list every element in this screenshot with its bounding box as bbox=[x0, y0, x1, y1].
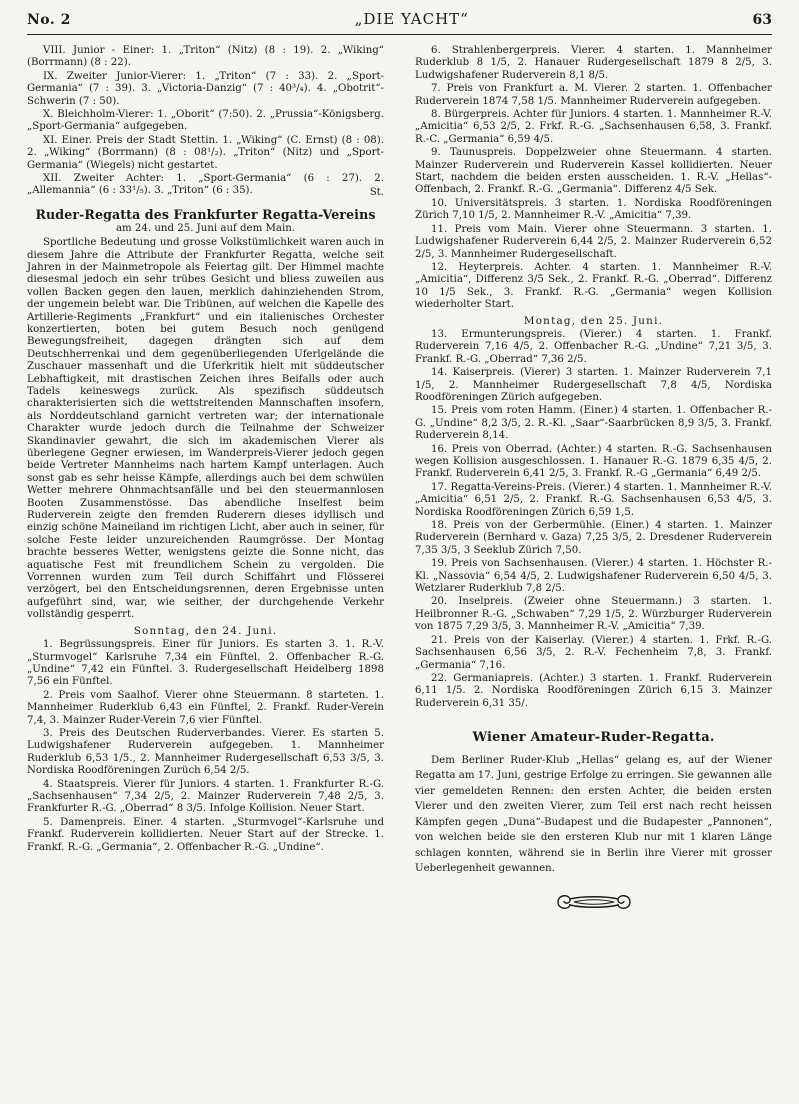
race-result: 9. Taunuspreis. Doppelzweier ohne Steuermann. 4 starten. Mainzer Ruderverein und Ruderverein Kassel kollidierten. Neuer Start, nachdem die beiden ersten ausscheiden. 1. R.-V. „Hellas“-Offenbach, 2. Frankf. R.-G. „Germania“. Differenz 4/5 Sek. bbox=[415, 147, 772, 196]
race-result: 20. Inselpreis. (Zweier ohne Steuermann.) 3 starten. 1. Heilbronner R.-G. „Schwaben“ 7,29 1/5, 2. Würzburger Ruderverein von 1875 7,29 3/5, 3. Mannheimer R.-V. „Amicitia“ 7,39. bbox=[415, 596, 772, 633]
race-result: 17. Regatta-Vereins-Preis. (Vierer.) 4 starten. 1. Mannheimer R.-V. „Amicitia“ 6,51 2/5, 2. Frankf. R.-G. Sachsenhausen 6,53 4/5, 3. Nordiska Roodföreningen Zürich 6,59 1,5. bbox=[415, 481, 772, 518]
race-result: 12. Heyterpreis. Achter. 4 starten. 1. Mannheimer R.-V. „Amicitia“, Differenz 3/5 Sek., 2. Frankf. R.-G. „Oberrad“. Differenz 10 1/5 Sek., 3. Frankf. R.-G. „Germania“ wegen Kollision wiederholter Start. bbox=[415, 261, 772, 311]
scroll-ornament-icon bbox=[415, 891, 772, 917]
author-signature: St. bbox=[369, 186, 384, 198]
columns bbox=[27, 45, 772, 917]
race-result: 1. Begrüssungspreis. Einer für Juniors. Es starten 3. 1. R.-V. „Sturmvogel“ Karlsruhe 7,34 ein Fünftel. 2. Offenbacher R.-G. „Undine“ 7,42 ein Fünftel. 3. Rudergesellschaft Heidelberg 1898 7,56 ein Fünftel. bbox=[27, 639, 384, 688]
wien-heading: Wiener Amateur-Ruder-Regatta. bbox=[472, 730, 715, 746]
race-result: 14. Kaiserpreis. (Vierer) 3 starten. 1. Mainzer Ruderverein 7,1 1/5, 2. Mannheimer Rudergesellschaft 7,8 4/5, Nordiska Roodföreningen Zürich aufgegeben. bbox=[415, 367, 772, 403]
race-result: 11. Preis vom Main. Vierer ohne Steuermann. 3 starten. 1. Ludwigshafener Ruderverein 6,44 2/5, 2. Mainzer Ruderverein 6,52 2/5, 3. Mannheimer Rudergesellschaft. bbox=[415, 223, 772, 260]
race-result: 16. Preis von Oberrad. (Achter.) 4 starten. R.-G. Sachsenhausen wegen Kollision ausgeschlossen. 1. Hanauer R.-G. 1879 6,35 4/5, 2. Frankf. Ruderverein 6,41 2/5, 3. Frankf. R.-G „Germania“ 6,49 2/5. bbox=[415, 443, 772, 480]
stettin-results bbox=[27, 45, 384, 199]
issue-number: No. 2 bbox=[27, 12, 71, 28]
page-number: 63 bbox=[752, 12, 772, 28]
race-result: 22. Germaniapreis. (Achter.) 3 starten. 1. Frankf. Ruderverein 6,11 1/5. 2. Nordiska Roodföreningen Zürich 6,15 3. Mainzer Ruderverein 6,31 35/. bbox=[415, 672, 772, 709]
journal-title: „DIE YACHT“ bbox=[354, 10, 469, 28]
wien-section bbox=[415, 732, 772, 876]
race-result: 18. Preis von der Gerbermühle. (Einer.) 4 starten. 1. Mainzer Ruderverein (Bernhard v. Gaza) 7,25 3/5, 2. Dresdener Ruderverein 7,35 3/5, 3 Seeklub Zürich 7,50. bbox=[415, 520, 772, 556]
wien-body: Dem Berliner Ruder-Klub „Hellas“ gelang es, auf der Wiener Regatta am 17. Juni, gestrige Erfolge zu erringen. Sie gewannen alle vier gemeldeten Rennen: den ersten Achter, die beiden ersten Vierer und den zweiten Vierer, zum Teil erst nach recht heissen Kämpfen gegen „Duna“-Budapest und die Budapester „Pannonen“, von welchen beide sie den ersteren Klub nur mit 1 klaren Länge schlagen konnten, während sie in Berlin ihre Vierer mit grosser Ueberlegenheit gewannen. bbox=[415, 754, 772, 875]
frankfurt-subheading: am 24. und 25. Juni auf dem Main. bbox=[115, 222, 296, 234]
left-column bbox=[27, 45, 384, 917]
race-result: 6. Strahlenbergerpreis. Vierer. 4 starten. 1. Mannheimer Ruderklub 8 1/5, 2. Hanauer Rudergesellschaft 1879 8 2/5, 3. Ludwigshafener Ruderverein 8,1 8/5. bbox=[415, 45, 772, 81]
race-result: 8. Bürgerpreis. Achter für Juniors. 4 starten. 1. Mannheimer R.-V. „Amicitia“ 6,53 2/5, 2. Frkf. R.-G. „Sachsenhausen 6,58, 3. Frankf. R.-C. „Germania“ 6,59 4/5. bbox=[415, 109, 772, 145]
page-header bbox=[27, 10, 772, 34]
race-result: 19. Preis von Sachsenhausen. (Vierer.) 4 starten. 1. Höchster R.-Kl. „Nassovia“ 6,54 4/5, 2. Ludwigshafener Ruderverein 6,50 4/5, 3. Wetzlarer Ruderklub 7,8 2/5. bbox=[415, 558, 772, 595]
race-result: 10. Universitätspreis. 3 starten. 1. Nordiska Roodföreningen Zürich 7,10 1/5, 2. Mannheimer R.-V. „Amicitia“ 7,39. bbox=[415, 197, 772, 222]
header-rule bbox=[27, 34, 772, 35]
right-column bbox=[415, 45, 772, 917]
race-result: 21. Preis von der Kaiserlay. (Vierer.) 4 starten. 1. Frkf. R.-G. Sachsenhausen 6,56 3/5, 2. R.-V. Fechenheim 7,8, 3. Frankf. „Germania“ 7,16. bbox=[415, 634, 772, 671]
day-heading-sunday: Sonntag, den 24. Juni. bbox=[133, 624, 278, 637]
race-result: 15. Preis vom roten Hamm. (Einer.) 4 starten. 1. Offenbacher R.-G. „Undine“ 8,2 3/5, 2. R.-Kl. „Saar“-Saarbrücken 8,9 3/5, 3. Frankf. Ruderverein 8,14. bbox=[415, 405, 772, 442]
frankfurt-heading: Ruder-Regatta des Frankfurter Regatta-Vereins bbox=[35, 207, 376, 223]
race-result: 13. Ermunterungspreis. (Vierer.) 4 starten. 1. Frankf. Ruderverein 7,16 4/5, 2. Offenbacher R.-G. „Undine“ 7,21 3/5, 3. Frankf. R.-G. „Oberrad“ 7,36 2/5. bbox=[415, 328, 772, 365]
race-result: 2. Preis vom Saalhof. Vierer ohne Steuermann. 8 starteten. 1. Mannheimer Ruderklub 6,43 ein Fünftel, 2. Frankf. Ruder-Verein 7,4, 3. Mainzer Ruder-Verein 7,6 vier Fünftel. bbox=[27, 689, 384, 726]
day-heading-monday: Montag, den 25. Juni. bbox=[523, 314, 664, 327]
race-result: 3. Preis des Deutschen Ruderverbandes. Vierer. Es starten 5. Ludwigshafener Ruderverein aufgegeben. 1. Mannheimer Ruderklub 6,53 1/5., 2. Mannheimer Rudergesellschaft 6,53 3/5, 3. Nordiska Roodföreningen Zurüch 6,54 2/5. bbox=[27, 727, 384, 777]
race-result: 5. Damenpreis. Einer. 4 starten. „Sturmvogel“-Karlsruhe und Frankf. Ruderverein kollidierten. Neuer Start auf der Strecke. 1. Frankf. R.-G. „Germania“, 2. Offenbacher R.-G. „Undine“. bbox=[27, 816, 384, 853]
result-paragraph: XI. Einer. Preis der Stadt Stettin. 1. „Wiking“ (C. Ernst) (8 : 08). 2. „Wiking“ (Borrmann) (8 : 08¹/₂). „Triton“ (Nitz) und „Sport-Germania“ (Wiegels) nicht gestartet. bbox=[27, 134, 384, 171]
result-paragraph: VIII. Junior - Einer: 1. „Triton“ (Nitz) (8 : 19). 2. „Wiking“ (Borrmann) (8 : 22). bbox=[27, 45, 384, 69]
result-paragraph: XII. Zweiter Achter: 1. „Sport-Germania“ (6 : 27). 2. „Allemannia“ (6 : 33¹/₅). 3. „Triton“ (6 : 35). bbox=[27, 173, 384, 197]
frankfurt-intro: Sportliche Bedeutung und grosse Volkstümlichkeit waren auch in diesem Jahre die Attribute der Frankfurter Regatta, welche seit Jahren in der Mainmetropole als Feiertag gilt. Der Himmel machte diesesmal jedoch ein sehr trübes Gesicht und bliess zuweilen aus vollen Backen gegen den lauen, merklich dahinziehenden Strom, der ungemein belebt war. Die Tribünen, auf welchen die Kapelle des Artillerie-Regiments „Frankfurt“ und ein italienisches Orchester konzertierten, boten bei gutem Besuch noch genügend Bewegungsfreiheit, dagegen drängten sich auf dem Deutschherrenkai und dem gegenüberliegenden Uferlgelände die Zuschauer massenhaft und die Uferkritik hielt mit süddeutscher Lebhaftigkeit, mit drastischen Zeichen ihres Beifalls oder auch Tadels keineswegs zurück. Als spezifisch süddeutsch charakterisierten sich die wettstreitenden Mannschaften insofern, als Norddeutschland garnicht vertreten war; der internationale Charakter wurde jedoch durch die Teilnahme der Schweizer Skandinavier gewahrt, die sich im akademischen Vierer als überlegene Gegner erwiesen, im Wanderpreis-Vierer jedoch gegen beide Vertreter Mannheims nach hartem Kampf unterlagen. Auch sonst gab es sehr heisse Kämpfe, allerdings auch bei dem schwülen Wetter mehrere Ohnmachtsanfälle und bei den steuermannlosen Booten Zusammenstösse. Das abendliche Inselfest beim Ruderverein zeigte den fremden Ruderern dieses idyllisch und einzig schöne Maineiland im richtigen Licht, aber auch in seiner, für solche Feste leider unzureichenden Raumgrösse. Der Montag brachte besseres Wetter, wenigstens geizte die Sonne nicht, das aquatische Fest mit freundlichem Schein zu vergolden. Die Vorrennen wurden zum Teil durch Schiffahrt und Flösserei verzögert, bei den Entscheidungsrennen, deren Ergebnisse unten aufgeführt sind, war, wie seither, der durchgehende Verkehr vollständig gesperrt. bbox=[27, 237, 384, 621]
result-paragraph: X. Bleichholm-Vierer: 1. „Oborit“ (7:50). 2. „Prussia“-Königsberg. „Sport-Germania“ aufgegeben. bbox=[27, 109, 384, 133]
race-result: 4. Staatspreis. Vierer für Juniors. 4 starten. 1. Frankfurter R.-G. „Sachsenhausen“ 7,34 2/5, 2. Mainzer Ruderverein 7,48 2/5, 3. Frankfurter R.-G. „Oberrad“ 8 3/5. Infolge Kollision. Neuer Start. bbox=[27, 778, 384, 815]
scroll-ornament-icon bbox=[552, 891, 636, 913]
result-paragraph: IX. Zweiter Junior-Vierer: 1. „Triton“ (7 : 33). 2. „Sport-Germania“ (7 : 39). 3. „Victoria-Danzig“ (7 : 40³/₄). 4. „Obotrit“-Schwerin (7 : 50). bbox=[27, 70, 384, 107]
race-result: 7. Preis von Frankfurt a. M. Vierer. 2 starten. 1. Offenbacher Ruderverein 1874 7,58 1/5. Mannheimer Ruderverein aufgegeben. bbox=[415, 83, 772, 107]
